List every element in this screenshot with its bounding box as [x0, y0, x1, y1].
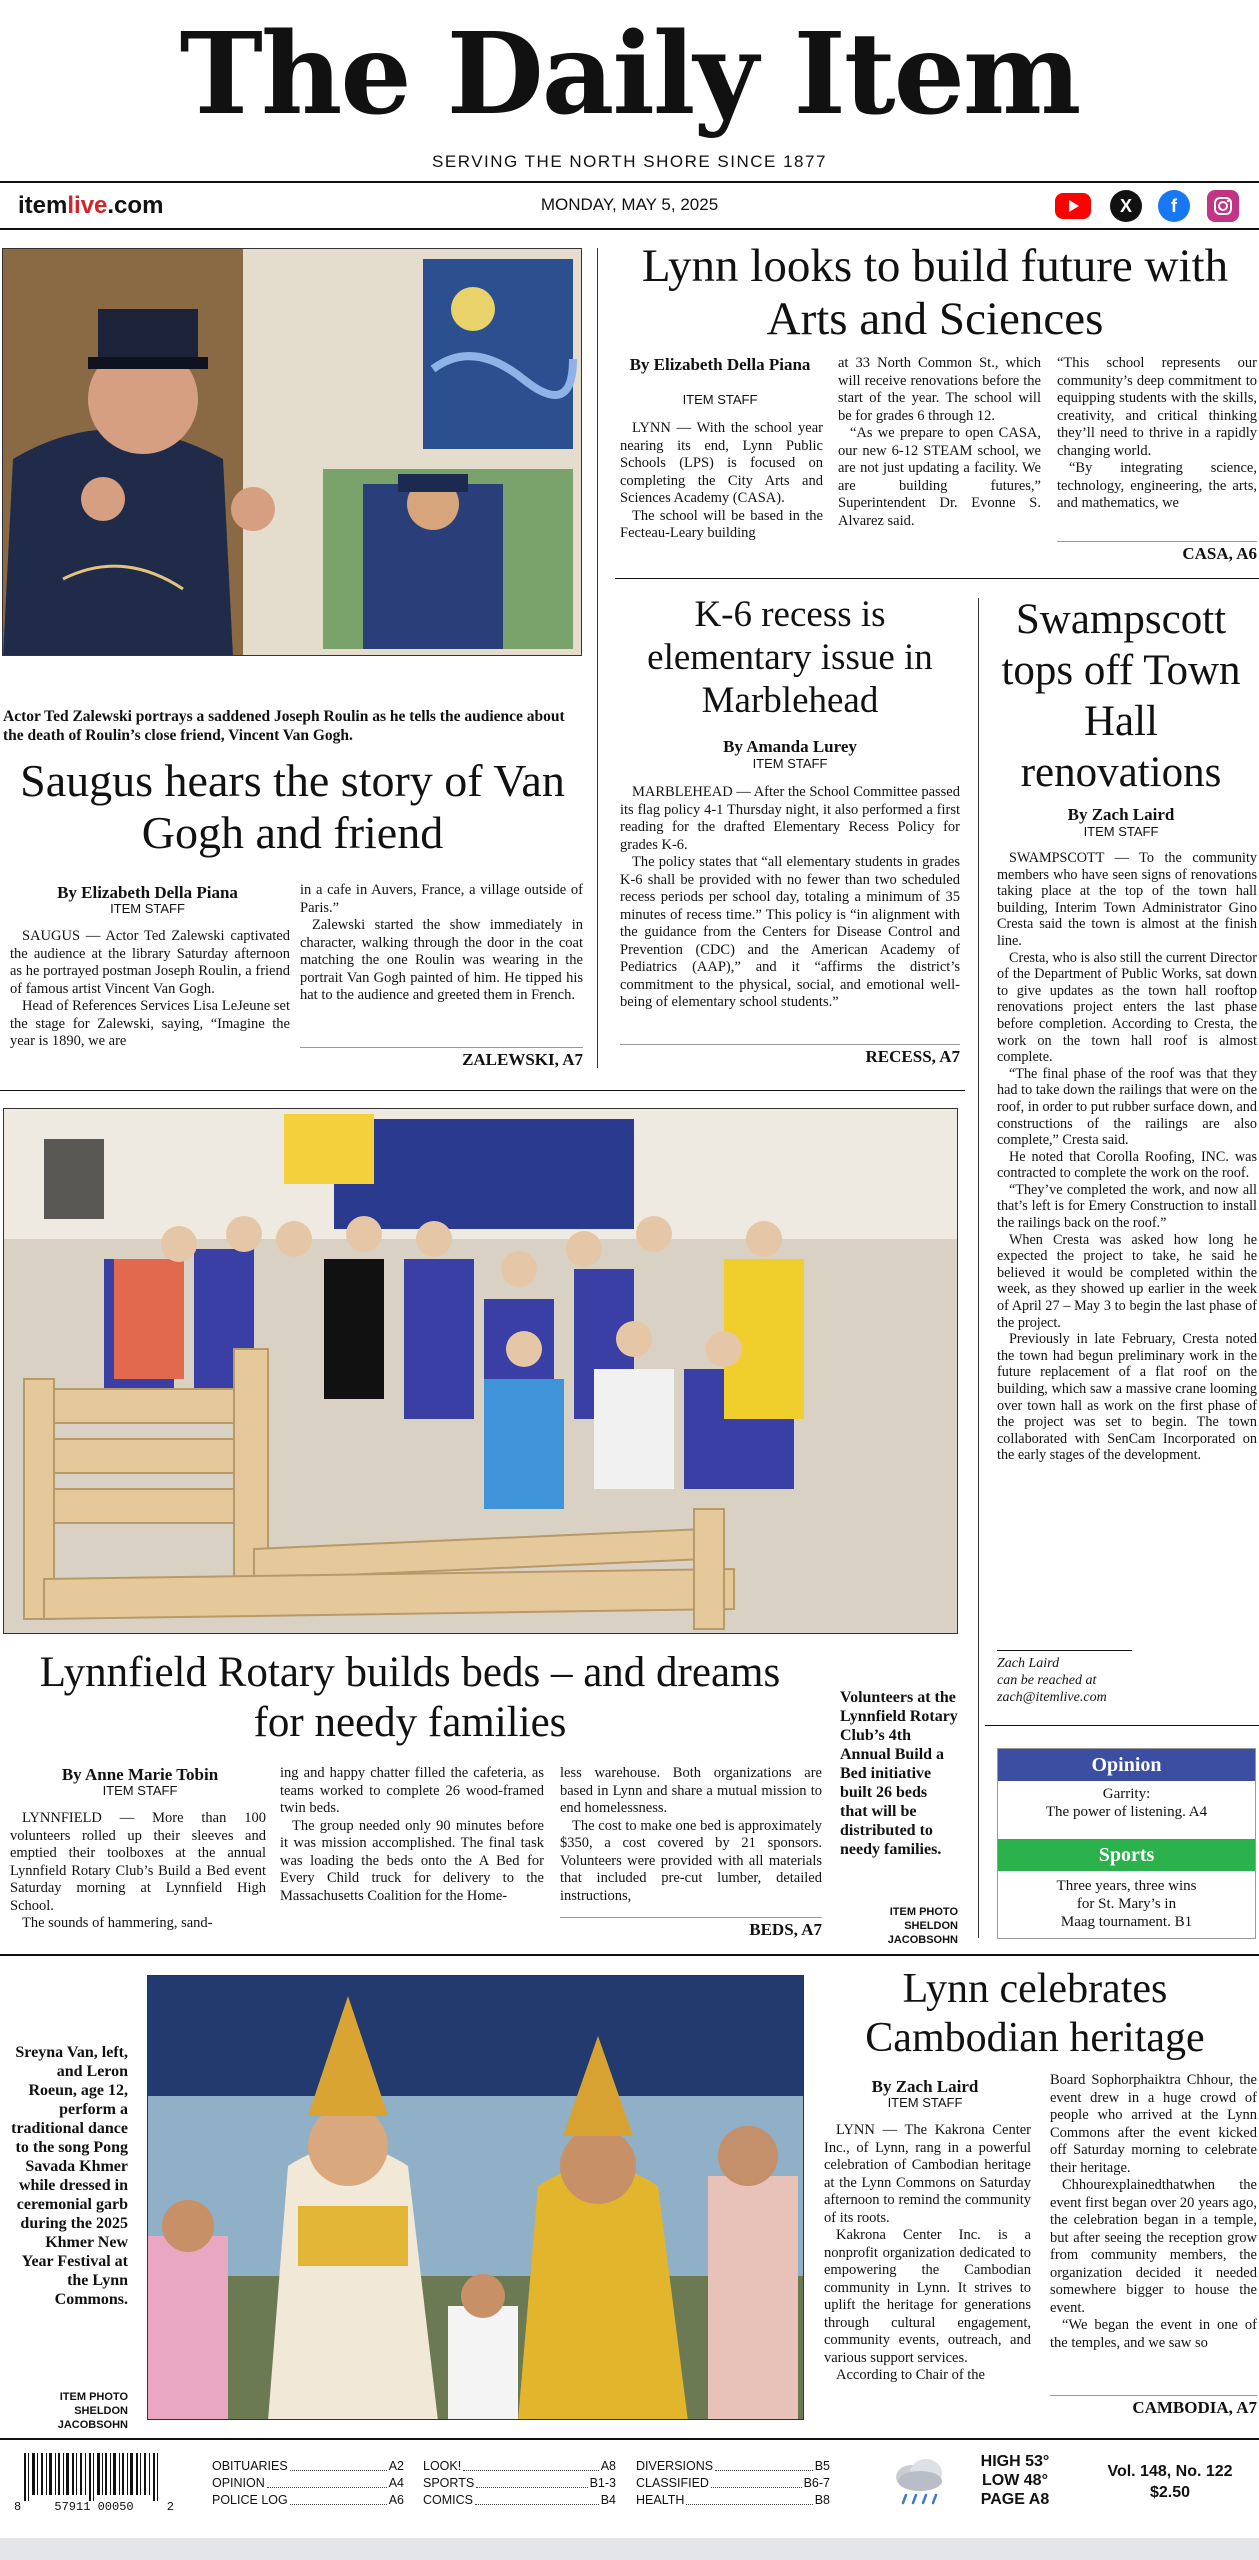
- van-gogh-actor-photo: [2, 248, 582, 656]
- lynn-arts-headline[interactable]: Lynn looks to build future with Arts and Sciences: [641, 240, 1229, 345]
- footer-rule: [0, 2438, 1259, 2440]
- rotary-byline: By Anne Marie Tobin: [61, 1765, 219, 1784]
- lynn-arts-col1: LYNN — With the school year nearing its end, Lynn Public Schools (LPS) is focused on completing the City Arts and Sciences Academy (CASA). The school will be based in the Fecteau-Leary building: [620, 420, 823, 541]
- recess-headline[interactable]: K-6 recess is elementary issue in Marblehead: [647, 594, 933, 721]
- rotary-col2: ing and happy chatter filled the cafeteria, as teams worked to complete 26 wood-framed twin beds. The group needed only 90 minutes before it was mission accomplished. The final task was loading the beds onto the A Bed for Every Child truck for delivery to the Massachusetts Coalition for the Home-: [280, 1765, 544, 1904]
- lynn-arts-col2: at 33 North Common St., which will receive renovations before the start of the year. The school will be for grades 6 through 12. “As we prepare to open CASA, our new 6-12 STEAM school, we are not just updating a facility. We are building futures,” Superintendent Dr. Evonne S. Alvarez said.: [838, 355, 1041, 529]
- weather-low: LOW 48°: [982, 2472, 1048, 2489]
- khmer-dance-photo: [147, 1975, 804, 2420]
- opinion-teaser[interactable]: Garrity: The power of listening. A4: [1045, 1786, 1208, 1820]
- opinion-header[interactable]: Opinion: [998, 1749, 1255, 1781]
- contact-email[interactable]: zach@itemlive.com: [997, 1690, 1107, 1705]
- saugus-col2: in a cafe in Auvers, France, a village outside of Paris.” Zalewski started the show immediately in character, walking through the door in the coat matching the one Roulin was wearing in the portrait Van Gogh painted of him. He tipped his hat to the audience and greeted them in French.: [300, 882, 583, 1003]
- page-bottom-bar: [0, 2538, 1259, 2560]
- section-rule: [615, 578, 1259, 579]
- rotary-col1: LYNNFIELD — More than 100 volunteers rolled up their sleeves and emptied their toolboxes at the annual Lynnfield Rotary Club’s Build a Bed event Saturday morning at Lynnfield High School. The sounds of hammering, sand-: [10, 1810, 266, 1931]
- saugus-headline[interactable]: Saugus hears the story of Van Gogh and friend: [20, 755, 565, 858]
- contact-rule: [997, 1650, 1132, 1651]
- cambodian-col2: Board Sophorphaiktra Chhour, the event drew in a huge crowd of people who arrived at the Lynn Commons after the event kicked off Saturday morning to celebrate their heritage. Chhourexplainedthatwhen the event first began over 20 years ago, the celebration began in a temple, but after seeing the reception grow from community members, the organization decided it needed somewhere bigger to house the event. “We began the event in one of the temples, and we saw so: [1050, 2072, 1257, 2351]
- cambodian-col1: LYNN — The Kakrona Center Inc., of Lynn, rang in a powerful celebration of Cambodian heritage at the Lynn Commons on Saturday afternoon to remind the community of its roots. Kakrona Center Inc. is a nonprofit organization dedicated to empowering the Cambodian community in Lynn. It strives to uplift the heritage for generations through cultural engagement, community events, outreach, and various support services. According to Chair of the: [824, 2122, 1031, 2383]
- recess-jump[interactable]: RECESS, A7: [620, 1044, 960, 1067]
- weather-summary[interactable]: [960, 2452, 1070, 2509]
- weather-page: PAGE A8: [980, 2491, 1050, 2508]
- saugus-staff: ITEM STAFF: [110, 901, 185, 916]
- recess-body: MARBLEHEAD — After the School Committee passed its flag policy 4-1 Thursday night, it also performed a first reading for the drafted Elementary Recess Policy for grades K-6. The policy states that “all elementary students in grades K-6 shall be provided with no fewer than two scheduled recess periods per school day, totaling a minimum of 35 minutes of recess time.” This policy is “in alignment with the guidance from the Centers for Disease Control and Prevention (CDC) and the American Academy of Pediatrics (AAP),” and it “affirms the district’s commitment to the physical, social, and emotional well-being of elementary school students.”: [620, 784, 960, 1010]
- lynn-arts-col3: “This school represents our community’s deep commitment to equipping students with the skills, creativity, and critical thinking they’ll need to thrive in a rapidly changing world. “By integrating science, technology, engineering, the arts, and mathematics, we: [1057, 355, 1257, 511]
- index-entry[interactable]: SPORTS B1-3: [423, 2476, 616, 2490]
- cambodian-side-caption: Sreyna Van, left, and Leron Roeun, age 12, perform a traditional dance to the song Pong Savada Khmer while dressed in ceremonial garb during the 2025 Khmer New Year Festival at the Lynn Commons.: [11, 2044, 128, 2308]
- recess-staff: ITEM STAFF: [752, 756, 828, 771]
- saugus-jump[interactable]: ZALEWSKI, A7: [300, 1047, 583, 1070]
- saugus-byline: By Elizabeth Della Piana: [57, 883, 238, 902]
- cambodian-photo-credit: ITEM PHOTO SHELDON JACOBSOHN: [57, 2391, 128, 2431]
- instagram-icon[interactable]: [1207, 190, 1239, 222]
- sports-teaser[interactable]: Three years, three wins for St. Mary’s in Maag tournament. B1: [1056, 1878, 1197, 1930]
- index-entry[interactable]: HEALTH B8: [636, 2493, 830, 2507]
- swampscott-contact: Zach Laird can be reached at zach@itemlive.com: [997, 1655, 1257, 1706]
- section-rule-right: [985, 1725, 1259, 1726]
- swampscott-byline: By Zach Laird: [1067, 805, 1175, 824]
- masthead-rule-bottom: [0, 228, 1259, 230]
- dateline: MONDAY, MAY 5, 2025: [540, 195, 719, 214]
- barcode-digit-left: 8: [14, 2500, 22, 2514]
- price: $2.50: [1149, 2484, 1191, 2501]
- section-rule-mid: [0, 1090, 965, 1091]
- weather-high: HIGH 53°: [980, 2453, 1050, 2470]
- index-entry[interactable]: DIVERSIONS B5: [636, 2459, 830, 2473]
- masthead-title: The Daily Item: [179, 9, 1080, 140]
- cambodian-staff: ITEM STAFF: [887, 2095, 963, 2110]
- swampscott-headline[interactable]: Swampscott tops off Town Hall renovations: [1001, 596, 1241, 796]
- index-column-2: [423, 2458, 616, 2509]
- barcode: [14, 2453, 174, 2513]
- swampscott-body: SWAMPSCOTT — To the community members who have seen signs of renovations taking place at the top of the town hall building, Interim Town Administrator Gino Cresta said the town is almost at the finish line. Cresta, who is also still the current Director of the Department of Public Works, sat down to give updates as the town hall rooftop renovations project enters the last phase before completion. According to Cresta, the work on the town hall roof is almost complete. “The final phase of the roof was that they had to take down the railings that were on the roof, in order to put rubber surface down, and constructions of the railings are also complete,” Cresta said. He noted that Corolla Roofing, INC. was contracted to complete the work on the roof. “They’ve completed the work, and now all that’s left is for Emery Construction to install the railings back on the roof.” When Cresta was asked how long he expected the project to take, he said he believed it would be completed within the week, as they showed up earlier in the week of April 27 – May 3 to begin the last phase of the project. Previously in late February, Cresta noted the town had begun preliminary work in the future replacement of a flat roof on the building, which saw a massive crane looming over town hall as work on the first phase of the project was set to begin. The town collaborated with SenCam Incorporated on the early stages of the development.: [997, 850, 1257, 1464]
- x-icon[interactable]: X: [1110, 190, 1142, 222]
- rain-cloud-icon: [890, 2455, 950, 2511]
- column-divider: [597, 248, 598, 1068]
- issue-info: [1090, 2461, 1250, 2503]
- index-column-3: [636, 2458, 830, 2509]
- cambodian-headline[interactable]: Lynn celebrates Cambodian heritage: [865, 1966, 1205, 2061]
- rotary-side-caption: Volunteers at the Lynnfield Rotary Club’s 4th Annual Build a Bed initiative built 26 beds that will be distributed to needy families.: [840, 1689, 958, 1858]
- youtube-icon[interactable]: [1055, 193, 1091, 219]
- index-column-1: [212, 2458, 404, 2509]
- section-rule-lower: [0, 1954, 1259, 1956]
- index-entry[interactable]: POLICE LOG A6: [212, 2493, 404, 2507]
- barcode-digits: 57911 00050: [54, 2500, 134, 2514]
- index-entry[interactable]: OPINION A4: [212, 2476, 404, 2490]
- index-entry[interactable]: LOOK! A8: [423, 2459, 616, 2473]
- masthead-rule-top: [0, 181, 1259, 183]
- lynn-arts-staff: ITEM STAFF: [682, 392, 758, 407]
- column-divider-right: [978, 598, 979, 1938]
- index-entry[interactable]: CLASSIFIED B6-7: [636, 2476, 830, 2490]
- rotary-jump[interactable]: BEDS, A7: [560, 1917, 822, 1940]
- sports-header[interactable]: Sports: [998, 1839, 1255, 1871]
- volume-number: Vol. 148, No. 122: [1107, 2463, 1233, 2480]
- lynn-arts-byline: By Elizabeth Della Piana: [629, 355, 811, 374]
- masthead-tagline: SERVING THE NORTH SHORE SINCE 1877: [432, 152, 827, 171]
- rotary-photo-credit: ITEM PHOTO SHELDON JACOBSOHN: [887, 1906, 958, 1946]
- saugus-photo-caption: Actor Ted Zalewski portrays a saddened Joseph Roulin as he tells the audience about the death of Roulin’s close friend, Vincent Van Gogh.: [3, 708, 565, 744]
- index-entry[interactable]: COMICS B4: [423, 2493, 616, 2507]
- index-entry[interactable]: OBITUARIES A2: [212, 2459, 404, 2473]
- cambodian-byline: By Zach Laird: [871, 2077, 979, 2096]
- recess-byline: By Amanda Lurey: [723, 737, 857, 756]
- rotary-headline[interactable]: Lynnfield Rotary builds beds – and dreams for needy families: [39, 1649, 781, 1746]
- rotary-volunteers-photo: [3, 1108, 958, 1634]
- site-logo[interactable]: itemlive.com: [18, 192, 164, 219]
- rotary-col3: less warehouse. Both organizations are based in Lynn and share a mutual mission to end homelessness. The cost to make one bed is approximately $350, a cost covered by 21 sponsors. Volunteers were provided with all materials that included pre-cut lumber, detailed instructions,: [560, 1765, 822, 1904]
- facebook-icon[interactable]: f: [1158, 190, 1190, 222]
- barcode-digit-right: 2: [166, 2500, 174, 2514]
- cambodian-jump[interactable]: CAMBODIA, A7: [1050, 2395, 1257, 2418]
- rotary-staff: ITEM STAFF: [102, 1783, 178, 1798]
- saugus-col1: SAUGUS — Actor Ted Zalewski captivated the audience at the library Saturday afternoon as he portrayed postman Joseph Roulin, a friend of famous artist Vincent Van Gogh. Head of References Services Lisa LeJeune set the stage for Zalewski, saying, “Imagine the year is 1890, we are: [10, 928, 290, 1049]
- lynn-arts-jump[interactable]: CASA, A6: [1057, 541, 1257, 564]
- swampscott-staff: ITEM STAFF: [1083, 824, 1159, 839]
